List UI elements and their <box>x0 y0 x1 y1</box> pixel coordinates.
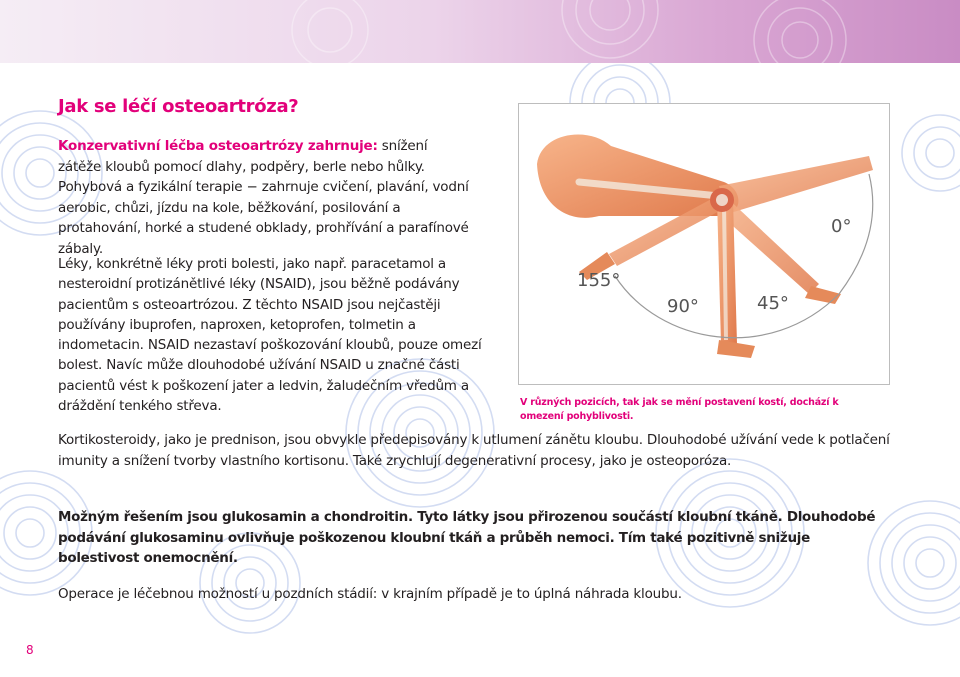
corticosteroids-paragraph: Kortikosteroidy, jako je prednison, jsou obvykle předepisovány k utlumení zánětu kloubu. Dlouhodobé užívání vede k potlačení imunity a snížení tvorby vlastního kortisonu. Také zrychlují degenerativní procesy, jako je osteoporóza. <box>58 432 890 469</box>
angle-label-0: 0° <box>831 216 852 237</box>
paragraph-text: snížení zátěže kloubů pomocí dlahy, podpěry, berle nebo hůlky. Pohybová a fyzikální terapie − zahrnuje cvičení, plavání, vodní aerobic, chůzi, jízdu na kole, běžkování, posilování a protahování, horké a studené obklady, prohřívání a parafínové zábaly. <box>58 138 469 257</box>
figure-caption: V různých pozicích, tak jak se mění postavení kostí, dochází k omezení pohyblivosti. <box>520 397 839 422</box>
knee-cap <box>716 194 728 206</box>
angle-label-90: 90° <box>667 296 699 317</box>
banner-rings-decoration <box>0 0 960 63</box>
page-heading: Jak se léčí osteoartróza? <box>58 96 299 117</box>
medication-paragraph: Léky, konkrétně léky proti bolesti, jako např. paracetamol a nesteroidní protizánětlivé léky (NSAID), jsou běžně podávány pacientům s osteoartrózou. Z těchto NSAID jsou nejčastěji používány ibuprofen, naproxen, ketoprofen, tolmetin a indometacin. NSAID nezastaví poškozování kloubů, pouze omezí bolest. Navíc může dlouhodobé užívání NSAID u značné části pacientů vést k poškození jater a ledvin, žaludečním vředům a dráždění tenkého střeva. <box>58 256 482 415</box>
knee-flexion-figure <box>518 103 890 385</box>
conservative-treatment-paragraph <box>58 136 470 259</box>
leg-positions-illustration <box>519 104 889 384</box>
top-banner <box>0 0 960 63</box>
paragraph-lead: Konzervativní léčba osteoartrózy zahrnuje: <box>58 138 378 154</box>
glucosamine-paragraph: Možným řešením jsou glukosamin a chondroitin. Tyto látky jsou přirozenou součástí kloubní tkáně. Dlouhodobé podávání glukosaminu ovlivňuje poškozenou kloubní tkáň a průběh nemoci. Tím také pozitivně snižuje bolestivost onemocnění. <box>58 509 876 566</box>
surgery-paragraph: Operace je léčebnou možností u pozdních stádií: v krajním případě je to úplná náhrada kloubu. <box>58 586 682 602</box>
leg-0-shape <box>719 156 873 214</box>
angle-label-45: 45° <box>757 293 789 314</box>
page-number: 8 <box>26 643 34 657</box>
foot-45-shape <box>805 286 841 304</box>
angle-label-155: 155° <box>577 270 621 291</box>
tibia-shape <box>724 204 726 340</box>
